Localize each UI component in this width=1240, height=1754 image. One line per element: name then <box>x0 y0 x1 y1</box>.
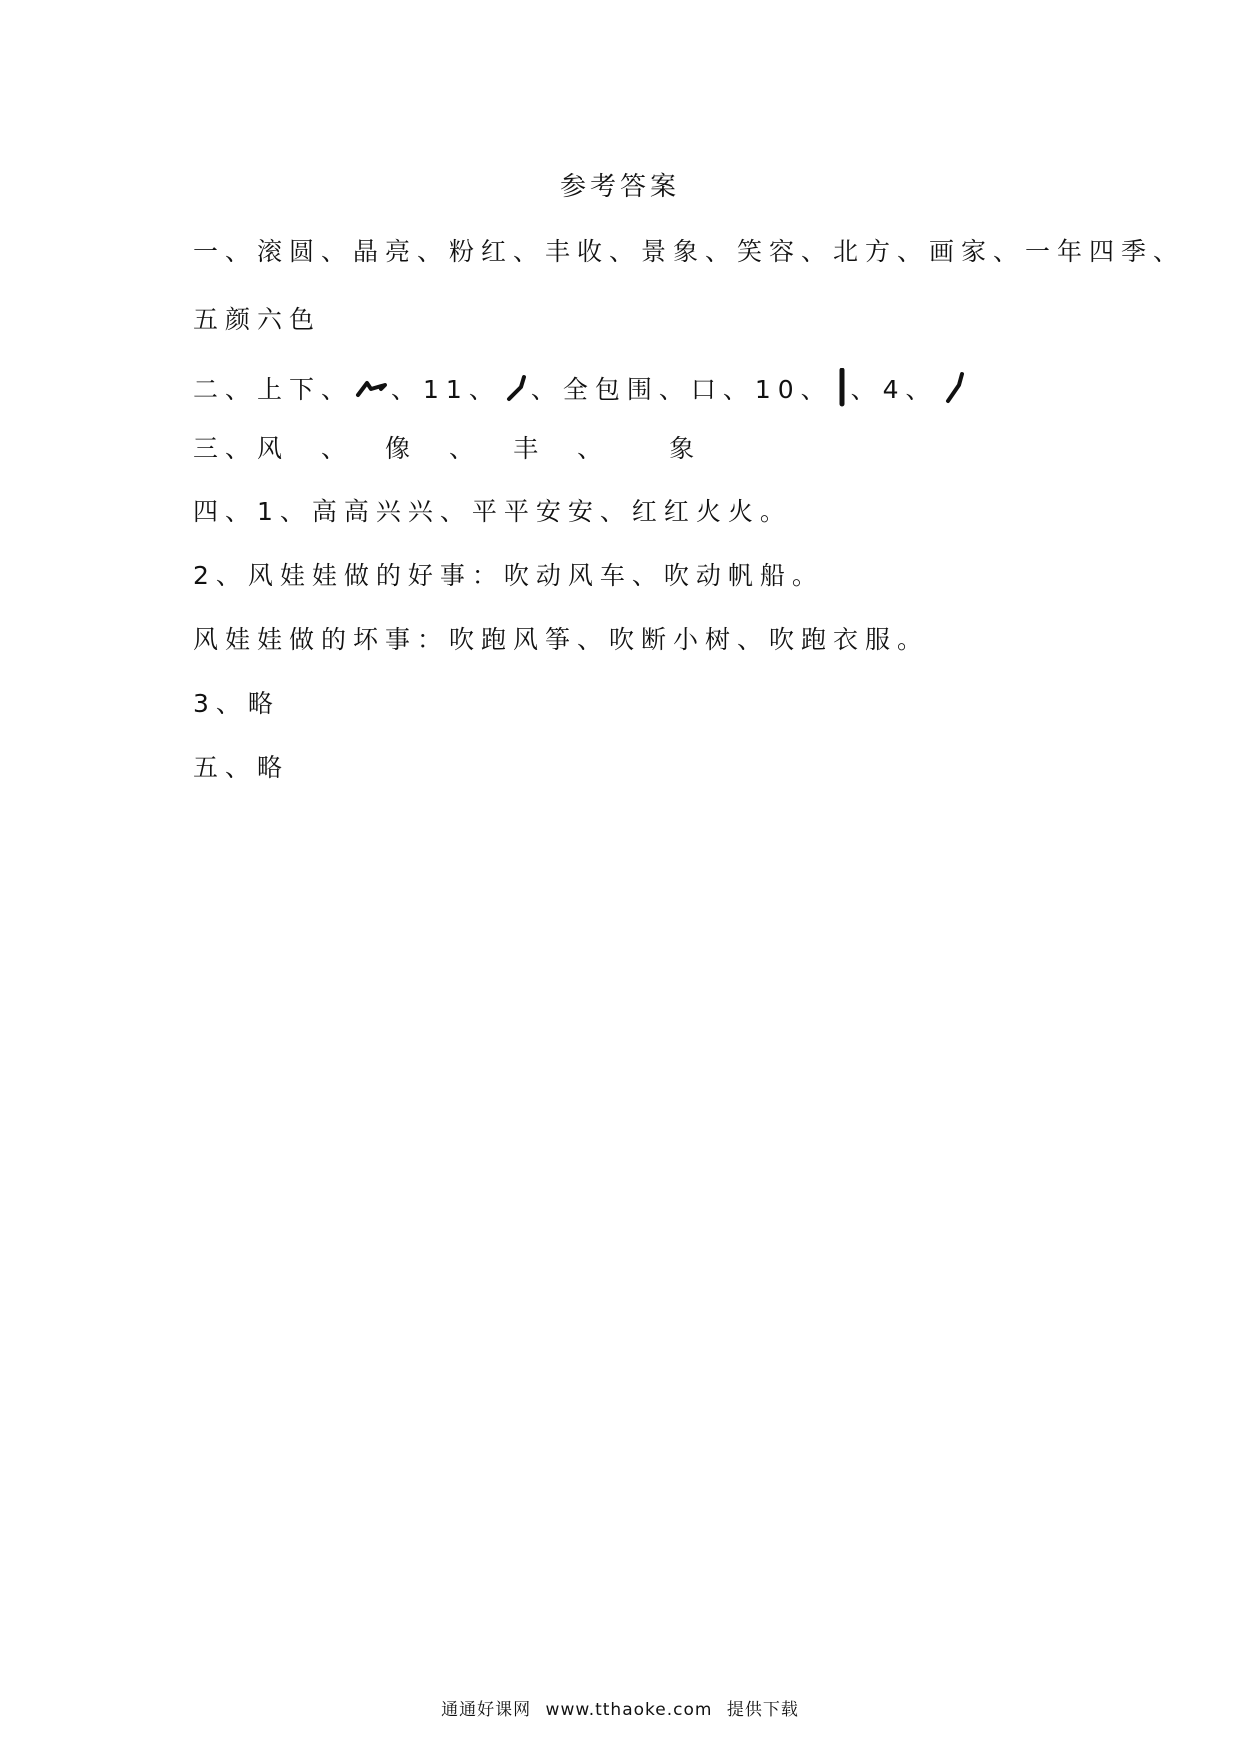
stroke-pie-icon <box>503 373 529 409</box>
answer-line-3-part: 、 <box>577 434 610 463</box>
answer-line-3-part: 象 <box>669 434 702 463</box>
footer-tail: 提供下载 <box>726 1700 799 1720</box>
answer-line-2 <box>193 368 968 414</box>
answer-line-5: 五、略 <box>193 753 290 782</box>
footer-url: www.tthaoke.com <box>545 1700 713 1720</box>
stroke-pie-icon <box>940 371 966 411</box>
answer-line-2-part-b: 、11、 <box>391 375 501 404</box>
answer-line-1: 一、滚圆、晶亮、粉红、丰收、景象、笑容、北方、画家、一年四季、 <box>193 237 1186 266</box>
answer-line-3-part: 、 <box>321 434 354 463</box>
footer-site-name: 通通好课网 <box>441 1700 532 1720</box>
answer-line-3 <box>193 429 701 465</box>
stroke-hengpie-icon <box>355 375 389 407</box>
answer-line-2-part-d: 、4、 <box>850 375 938 404</box>
answer-line-4-2: 2、风娃娃做的好事：吹动风车、吹动帆船。 <box>193 561 824 590</box>
answer-line-3-part: 三、风 <box>193 434 290 463</box>
answer-line-1-cont: 五颜六色 <box>193 305 322 334</box>
answer-line-2-part-a: 二、上下、 <box>193 375 354 404</box>
page-title: 参考答案 <box>559 172 680 202</box>
answer-line-4: 四、1、高高兴兴、平平安安、红红火火。 <box>193 497 792 526</box>
answer-line-3-part: 丰 <box>513 434 546 463</box>
answer-line-4-2-cont: 风娃娃做的坏事：吹跑风筝、吹断小树、吹跑衣服。 <box>193 625 930 654</box>
answer-line-3-part: 、 <box>449 434 482 463</box>
answer-line-2-part-c: 、全包围、口、10、 <box>530 375 833 404</box>
answer-line-3-part: 像 <box>385 434 418 463</box>
stroke-shu-icon <box>835 368 849 414</box>
answer-line-4-3: 3、略 <box>193 689 280 718</box>
page-footer <box>0 1695 1240 1720</box>
